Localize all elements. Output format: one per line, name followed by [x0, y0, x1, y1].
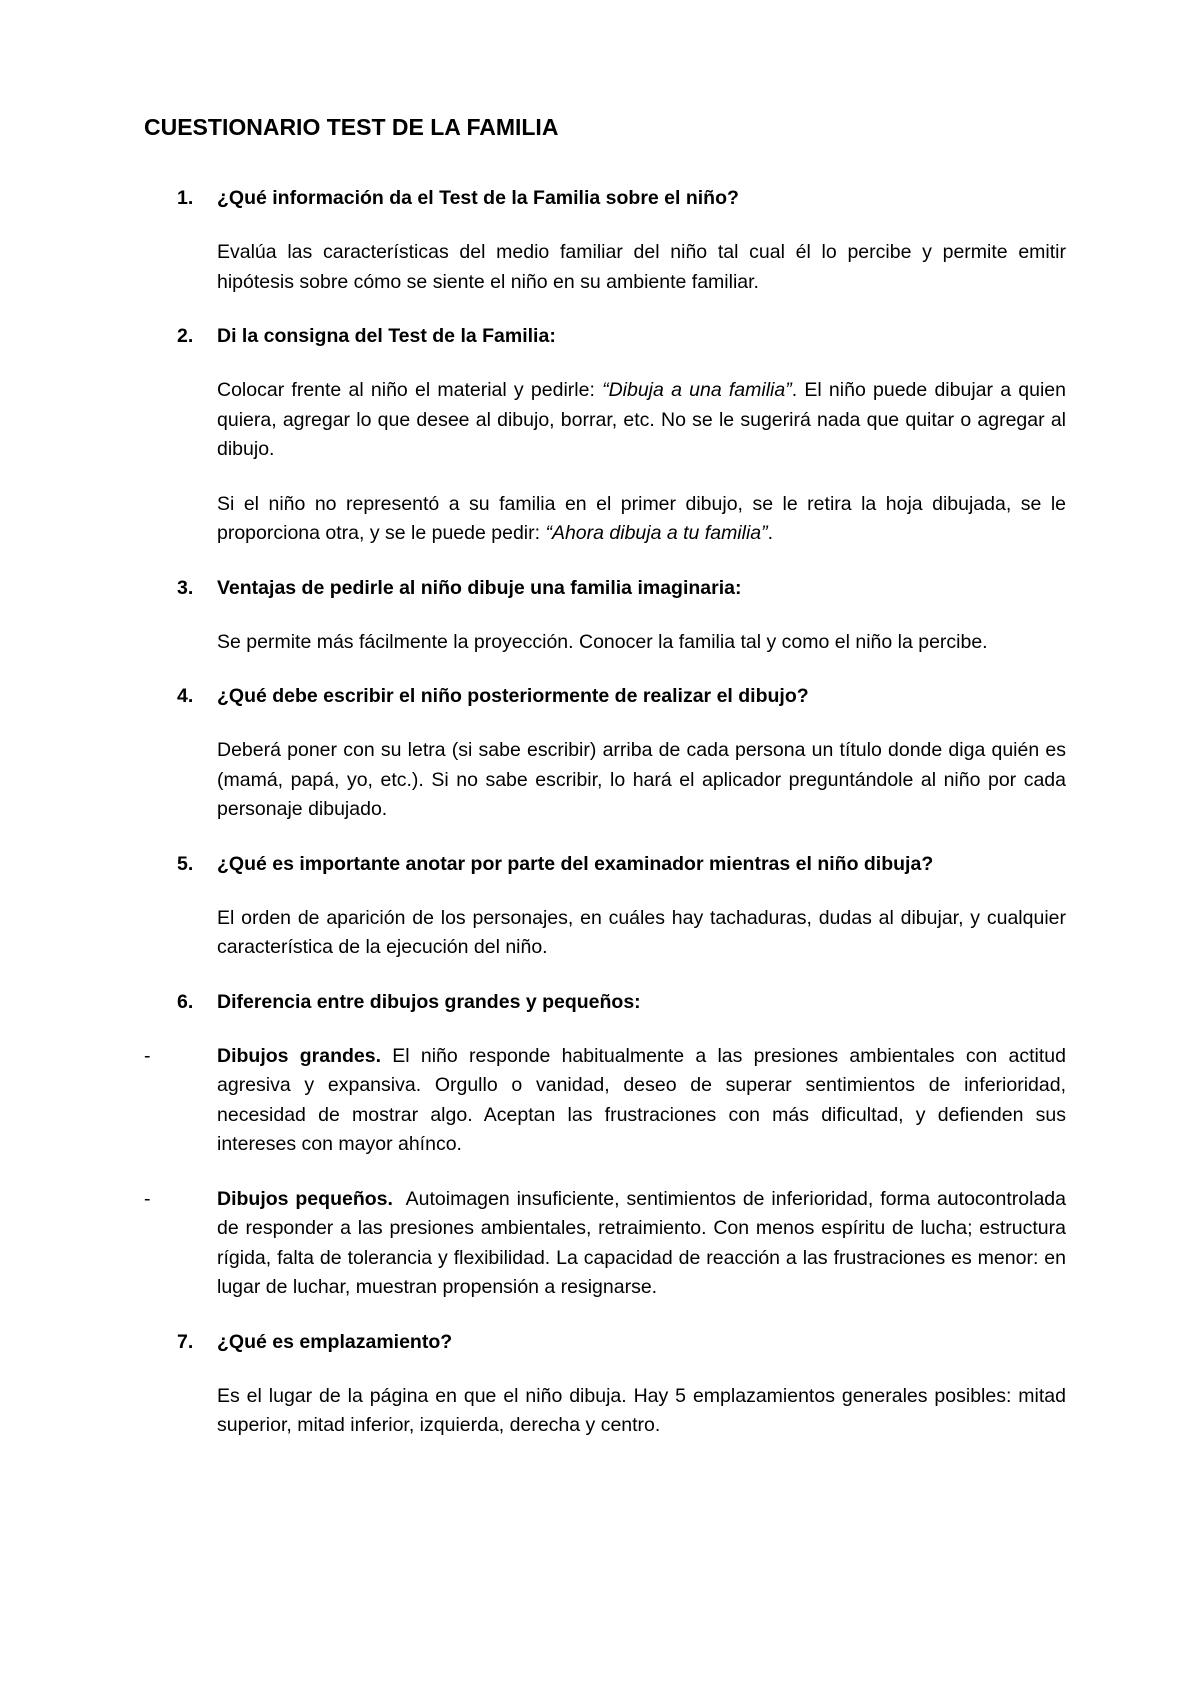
question-number: 6. — [177, 990, 194, 1013]
question-text: Di la consigna del Test de la Familia: — [217, 325, 556, 347]
question-6 — [144, 988, 1066, 1017]
bullet-text — [217, 1185, 1072, 1303]
answer-2b — [217, 490, 1066, 549]
document-page — [144, 112, 1072, 1466]
answer-4: Deberá poner con su letra (si sabe escribir) arriba de cada persona un título donde diga quién es (mamá, papá, yo, etc.). Si no sabe escribir, lo hará el aplicador preguntándole al niño por cada personaje dibujado. — [217, 739, 1066, 820]
answer-text: . — [767, 522, 774, 544]
question-text: ¿Qué es importante anotar por parte del examinador mientras el niño dibuja? — [217, 852, 934, 875]
bullet-item-small-drawings — [144, 1185, 1072, 1303]
bullet-description: El niño responde habitualmente a las presiones ambientales con actitud agresiva y expansiva. Orgullo o vanidad, deseo de superar sentimientos de inferioridad, necesidad de mostrar algo. Aceptan las frustraciones con más dificultad, y defienden sus intereses con mayor ahínco. — [217, 1044, 1066, 1155]
question-text: ¿Qué debe escribir el niño posteriormente de realizar el dibujo? — [217, 685, 809, 707]
question-2 — [144, 322, 1066, 351]
bullet-description: Autoimagen insuficiente, sentimientos de inferioridad, forma autocontrolada de responder a las presiones ambientales, retraimiento. Con menos espíritu de lucha; estructura rígida, falta de tolerancia y flexibilidad. La capacidad de reacción a las frustraciones es menor: en lugar de luchar, muestran propensión a resignarse. — [217, 1187, 1072, 1298]
question-number: 5. — [177, 852, 194, 875]
question-text: ¿Qué es emplazamiento? — [217, 1330, 453, 1353]
question-text: Ventajas de pedirle al niño dibuje una familia imaginaria: — [217, 576, 742, 599]
answer-text: Colocar frente al niño el material y pedirle: — [217, 379, 603, 401]
question-3 — [144, 574, 1066, 603]
answer-2a — [217, 376, 1066, 465]
document-title: CUESTIONARIO TEST DE LA FAMILIA — [144, 114, 559, 140]
question-text: Diferencia entre dibujos grandes y pequeños: — [217, 990, 641, 1013]
bullet-term: Dibujos pequeños. — [217, 1187, 393, 1210]
question-number: 7. — [177, 1330, 194, 1353]
question-1 — [144, 184, 1066, 213]
answer-3: Se permite más fácilmente la proyección. Conocer la familia tal y como el niño la percibe. — [217, 630, 988, 653]
bullet-dash: - — [144, 1044, 151, 1067]
answer-5: El orden de aparición de los personajes, en cuáles hay tachaduras, dudas al dibujar, y cualquier característica de la ejecución del niño. — [217, 906, 1066, 958]
answer-quote: “Dibuja a una familia” — [602, 379, 792, 401]
answer-1: Evalúa las características del medio familiar del niño tal cual él lo percibe y permite emitir hipótesis sobre cómo se siente el niño en su ambiente familiar. — [217, 241, 1066, 293]
question-number: 4. — [177, 685, 194, 707]
question-4 — [144, 682, 1066, 711]
bullet-term: Dibujos grandes. — [217, 1044, 382, 1067]
answer-7: Es el lugar de la página en que el niño dibuja. Hay 5 emplazamientos generales posibles: mitad superior, mitad inferior, izquierda, derecha y centro. — [217, 1384, 1066, 1436]
question-5 — [144, 850, 1066, 879]
bullet-item-large-drawings — [144, 1042, 1066, 1160]
question-number: 1. — [177, 187, 194, 209]
answer-text: Si el niño no representó a su familia en el primer dibujo, se le retira la hoja dibujada, se le proporciona otra, y se le puede pedir: — [217, 492, 1066, 544]
bullet-dash: - — [144, 1187, 151, 1210]
answer-quote: “Ahora dibuja a tu familia” — [545, 522, 768, 544]
question-text: ¿Qué información da el Test de la Familia sobre el niño? — [217, 187, 739, 209]
question-7 — [144, 1328, 1066, 1357]
question-number: 3. — [177, 576, 194, 599]
question-number: 2. — [177, 325, 194, 347]
answer-text: . El niño puede dibujar a quien quiera, agregar lo que desee al dibujo, borrar, etc. No se le sugerirá nada que quitar o agregar al dibujo. — [217, 379, 1066, 460]
bullet-text — [217, 1042, 1066, 1160]
